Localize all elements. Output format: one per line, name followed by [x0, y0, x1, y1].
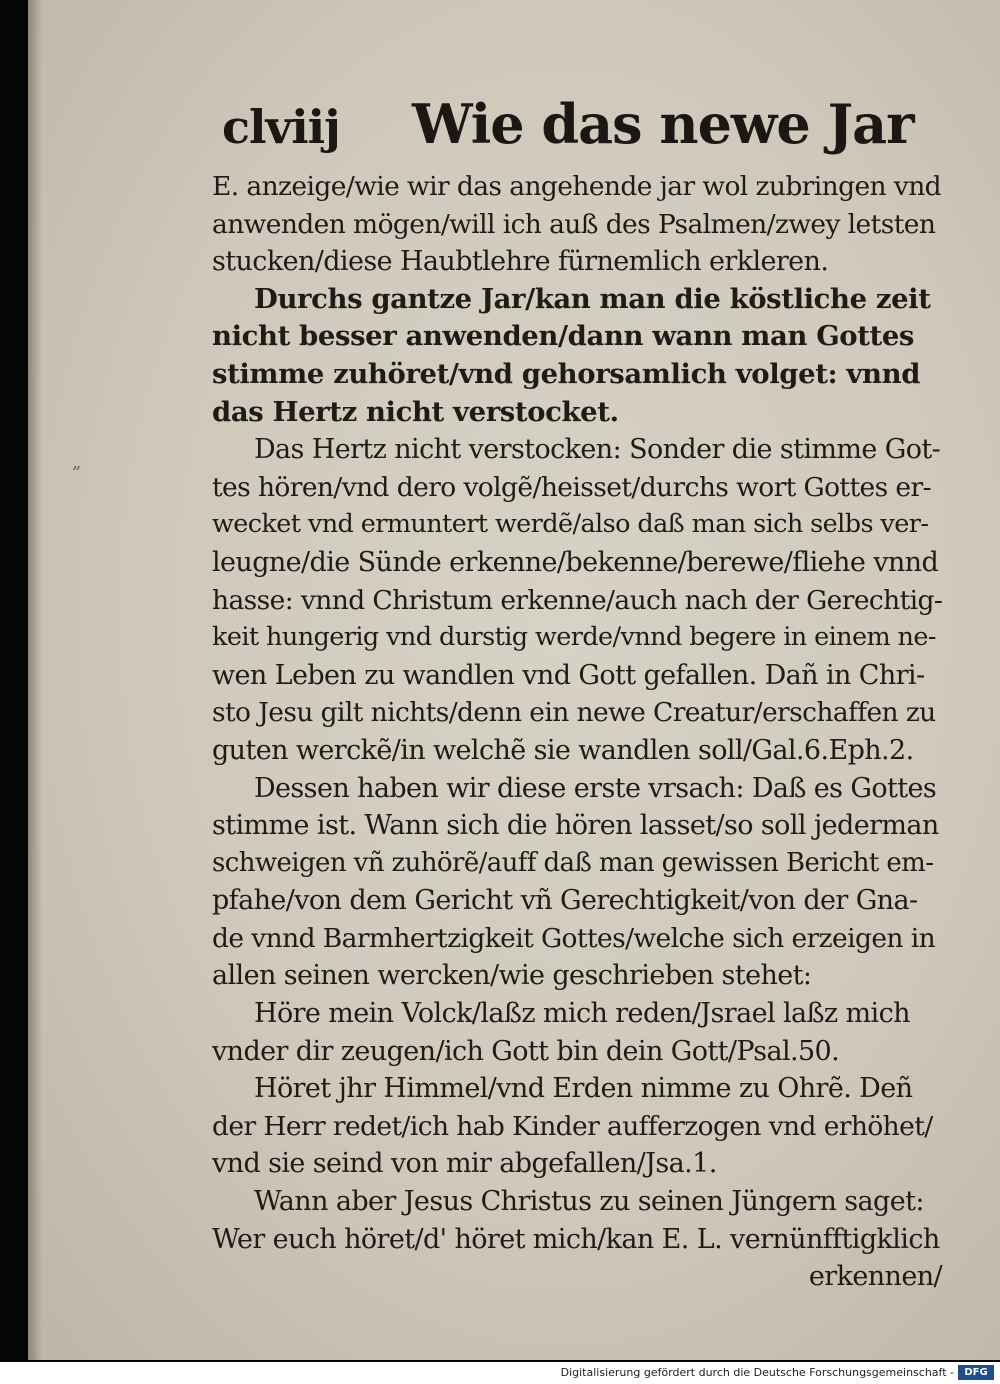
text-line: vnder dir zeugen/ich Gott bin dein Gott/Psal.50. — [212, 1035, 840, 1067]
stray-ink-mark: „ — [72, 452, 82, 473]
footer-bar — [0, 1362, 1000, 1384]
text-line: das Hertz nicht verstocket. — [212, 395, 619, 428]
text-line: allen seinen wercken/wie geschrieben stehet: — [212, 960, 812, 992]
page-header — [222, 92, 942, 162]
text-line: hasse: vnnd Christum erkenne/auch nach der Gerechtig- — [212, 584, 943, 616]
text-line: Durchs gantze Jar/kan man die köstliche zeit — [254, 282, 931, 315]
text-line: Dessen haben wir diese erste vrsach: Daß es Gottes — [254, 772, 937, 804]
body-text-block — [212, 168, 942, 1296]
text-line: stimme zuhöret/vnd gehorsamlich volget: vnnd — [212, 357, 921, 390]
text-line: tes hören/vnd dero volgẽ/heisset/durchs wort Gottes er- — [212, 471, 931, 503]
text-line: guten werckẽ/in welchẽ sie wandlen soll/Gal.6.Eph.2. — [212, 734, 914, 766]
text-line: keit hungerig vnd durstig werde/vnnd begere in einem ne- — [212, 622, 936, 653]
text-line: schweigen vñ zuhörẽ/auff daß man gewissen Bericht em- — [212, 847, 934, 878]
text-line: stimme ist. Wann sich die hören lasset/so soll jederman — [212, 810, 939, 842]
text-line: vnd sie seind von mir abgefallen/Jsa.1. — [212, 1148, 717, 1180]
text-line: wecket vnd ermuntert werdẽ/also daß man sich selbs ver- — [212, 509, 929, 540]
text-line: der Herr redet/ich hab Kinder aufferzogen vnd erhöhet/ — [212, 1110, 933, 1142]
text-line: wen Leben zu wandlen vnd Gott gefallen. Dañ in Chri- — [212, 659, 925, 691]
text-line: E. anzeige/wie wir das angehende jar wol zubringen vnd — [212, 171, 942, 202]
text-line: Wann aber Jesus Christus zu seinen Jüngern saget: — [254, 1186, 924, 1218]
dfg-logo: DFG — [958, 1365, 994, 1380]
folio-number: clviij — [222, 100, 340, 154]
running-title: Wie das newe Jar — [412, 92, 914, 156]
text-line: pfahe/von dem Gericht vñ Gerechtigkeit/von der Gna- — [212, 885, 918, 917]
text-line: erkennen/ — [808, 1261, 942, 1293]
text-line: Höre mein Volck/laßz mich reden/Jsrael laßz mich — [254, 998, 910, 1030]
text-line: sto Jesu gilt nichts/denn ein newe Creatur/erschaffen zu — [212, 697, 936, 729]
text-line: leugne/die Sünde erkenne/bekenne/berewe/fliehe vnnd — [212, 546, 939, 578]
text-line: Höret jhr Himmel/vnd Erden nimme zu Ohrẽ. Deñ — [254, 1073, 913, 1105]
text-line: de vnnd Barmhertzigkeit Gottes/welche sich erzeigen in — [212, 922, 936, 954]
text-line: Wer euch höret/d' höret mich/kan E. L. vernünfftigklich — [212, 1223, 940, 1255]
funding-credit: Digitalisierung gefördert durch die Deutsche Forschungsgemeinschaft - — [560, 1366, 954, 1379]
text-line: stucken/diese Haubtlehre fürnemlich erkleren. — [212, 246, 829, 278]
text-line: anwenden mögen/will ich auß des Psalmen/zwey letsten — [212, 208, 936, 240]
page-gutter-shadow — [28, 0, 42, 1360]
text-line: nicht besser anwenden/dann wann man Gottes — [212, 320, 915, 353]
text-line: Das Hertz nicht verstocken: Sonder die stimme Got- — [254, 434, 941, 466]
